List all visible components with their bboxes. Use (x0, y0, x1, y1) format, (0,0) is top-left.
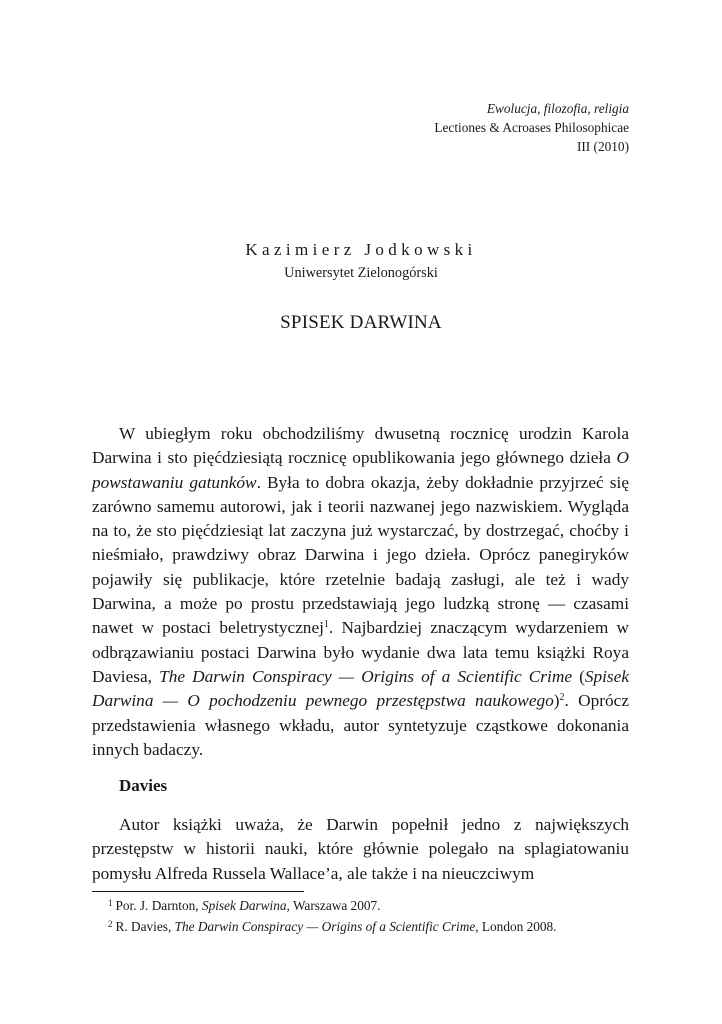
book-title-translation: Spisek Darwina — O pochodzeniu pewnego przestępstwa naukowego (92, 666, 629, 711)
book-title: O powstawaniu gatunków (92, 448, 629, 492)
author-affiliation: Uniwersytet Zielonogórski (284, 265, 438, 281)
footnote-text: R. Davies, (115, 919, 175, 934)
footnote-ref[interactable]: 2 (559, 692, 565, 704)
journal-title: Lectiones & Acroases Philosophicae (434, 120, 629, 135)
article-title: SPISEK DARWINA (280, 312, 442, 333)
footnote-number: 2 (108, 919, 113, 929)
footnote-number: 1 (108, 898, 113, 908)
body-text: ) (553, 691, 560, 711)
footnote-title: The Darwin Conspiracy — Origins of a Scientific Crime (174, 919, 476, 934)
body-text: . Najbardziej znaczącym wydarzeniem w odbrązawianiu postaci Darwina było wydanie dwa lata temu książki Roya Daviesa, (92, 618, 629, 686)
footnote-text: Por. J. Darnton, (115, 898, 202, 913)
body-text: . Oprócz przedstawienia własnego wkładu, autor syntetyzuje cząstkowe dokonania innych badaczy. (92, 691, 629, 759)
section-heading: Davies (119, 776, 168, 795)
footnote-divider (92, 891, 304, 892)
body-text: Autor książki uważa, że Darwin popełnił jedno z największych przestępstw w historii nauki, które głównie polegało na splagiatowaniu pomysłu Alfreda Russela Wallace’a, ale także i na nieuczciwym (92, 815, 629, 883)
footnotes (108, 894, 557, 936)
body-text: ( (571, 666, 585, 686)
footnote-item (108, 915, 557, 936)
book-title: The Darwin Conspiracy — Origins of a Scientific Crime (159, 666, 572, 686)
footnote-text: , Warszawa 2007. (286, 898, 381, 913)
footnote-ref[interactable]: 1 (323, 619, 329, 631)
journal-volume: III (2010) (576, 139, 629, 154)
body-text: W ubiegłym roku obchodziliśmy dwusetną rocznicę urodzin Karola Darwina i sto pięćdziesiątą rocznicę opublikowania jego głównego dzieła (92, 424, 629, 468)
journal-header (434, 99, 629, 156)
footnote-text: , London 2008. (475, 919, 557, 934)
footnote-item (108, 894, 557, 915)
footnote-title: Spisek Darwina (201, 898, 287, 913)
author-name: Kazimierz Jodkowski (245, 240, 477, 259)
body-paragraph-2 (92, 813, 629, 886)
body-text: . Była to dobra okazja, żeby dokładnie przyjrzeć się zarówno samemu autorowi, jak i teorii nazwanej jego nazwiskiem. Wygląda na to, że sto pięćdziesiąt lat zaczyna już wystarczać, by dostrzegać, choćby i nieśmiało, prawdziwy obraz Darwina i jego dzieła. Oprócz panegiryków pojawiły się publikacje, które rzetelnie badają zasługi, ale też i wady Darwina, a może po prostu przedstawiają jego ludzką stronę — czasami nawet w postaci beletrystycznej (92, 472, 629, 638)
body-paragraph-1 (92, 422, 629, 762)
series-title: Ewolucja, filozofia, religia (486, 101, 629, 116)
